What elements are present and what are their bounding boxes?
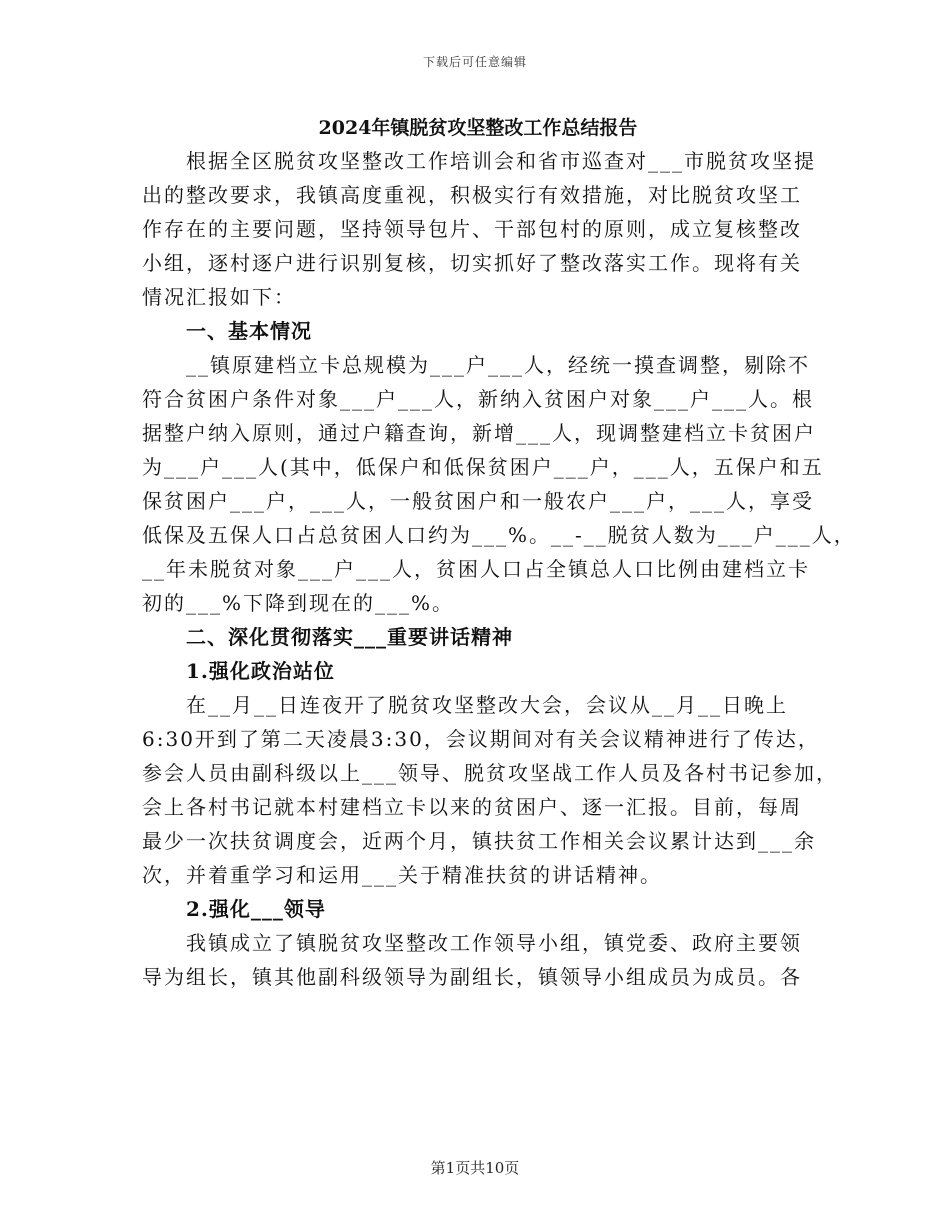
document-title: 2024年镇脱贫攻坚整改工作总结报告 xyxy=(318,117,638,139)
paragraph-line: __镇原建档立卡总规模为___户___人，经统一摸查调整，剔除不 xyxy=(186,353,810,377)
paragraph xyxy=(142,144,814,314)
paragraph-line: 作存在的主要问题，坚持领导包片、干部包村的原则，成立复核整改 xyxy=(142,217,802,241)
paragraph-line: 最少一次扶贫调度会，近两个月，镇扶贫工作相关会议累计达到___余 xyxy=(142,829,816,853)
paragraph-line: __年未脱贫对象___户___人，贫困人口占全镇总人口比例由建档立卡 xyxy=(142,557,810,581)
section-heading: 一、基本情况 xyxy=(186,319,312,343)
paragraph xyxy=(142,688,838,892)
paragraph-line: 符合贫困户条件对象___户___人，新纳入贫困户对象___户___人。根 xyxy=(142,387,814,411)
paragraph xyxy=(142,926,814,994)
paragraph-line: 我镇成立了镇脱贫攻坚整改工作领导小组，镇党委、政府主要领 xyxy=(186,931,802,955)
section-heading: 2.强化___领导 xyxy=(186,897,326,921)
paragraph-line: 在__月__日连夜开了脱贫攻坚整改大会，会议从__月__日晚上 xyxy=(186,693,788,717)
paragraph-line: 保贫困户___户，___人，一般贫困户和一般农户___户，___人，享受 xyxy=(142,489,814,513)
paragraph xyxy=(142,348,856,620)
page-footer: 第1页共10页 xyxy=(430,1159,520,1177)
section-heading: 1.强化政治站位 xyxy=(186,659,335,683)
paragraph-line: 6:30开到了第二天凌晨3:30，会议期间对有关会议精神进行了传达， xyxy=(142,727,820,751)
paragraph-line: 情况汇报如下： xyxy=(142,285,296,309)
paragraph-line: 根据全区脱贫攻坚整改工作培训会和省市巡查对___市脱贫攻坚提 xyxy=(186,149,816,173)
paragraph-line: 据整户纳入原则，通过户籍查询，新增___人，现调整建档立卡贫困户 xyxy=(142,421,816,445)
paragraph-line: 参会人员由副科级以上___领导、脱贫攻坚战工作人员及各村书记参加， xyxy=(142,761,838,785)
paragraph-line: 导为组长，镇其他副科级领导为副组长，镇领导小组成员为成员。各 xyxy=(142,965,802,989)
paragraph-line: 次，并着重学习和运用___关于精准扶贫的讲话精神。 xyxy=(142,863,662,887)
section-heading: 二、深化贯彻落实___重要讲话精神 xyxy=(186,625,513,649)
paragraph-line: 出的整改要求，我镇高度重视，积极实行有效措施，对比脱贫攻坚工 xyxy=(142,183,802,207)
paragraph-line: 初的___%下降到现在的___%。 xyxy=(142,591,455,615)
paragraph-line: 为___户___人(其中，低保户和低保贫困户___户，___人，五保户和五 xyxy=(142,455,824,479)
document-body xyxy=(142,112,856,994)
header-note: 下载后可任意编辑 xyxy=(422,55,527,69)
paragraph-line: 会上各村书记就本村建档立卡以来的贫困户、逐一汇报。目前，每周 xyxy=(142,795,802,819)
paragraph-line: 小组，逐村逐户进行识别复核，切实抓好了整改落实工作。现将有关 xyxy=(142,251,802,275)
paragraph-line: 低保及五保人口占总贫困人口约为___%。__-__脱贫人数为___户___人， xyxy=(142,523,856,547)
